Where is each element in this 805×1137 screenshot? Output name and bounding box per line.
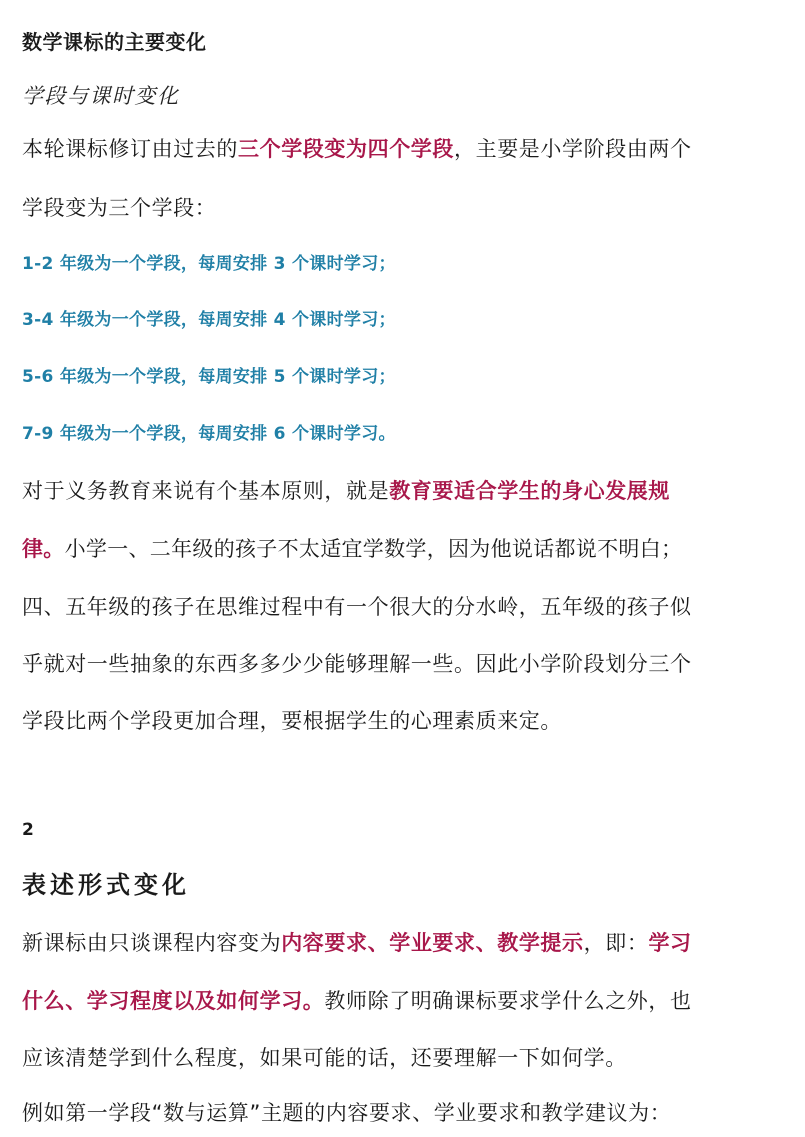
para1-line2: 学段变为三个学段： (22, 196, 217, 220)
highlight-separator: 、 (367, 931, 390, 955)
text: 教师除了明确课标要求学什么之外，也 (324, 989, 692, 1013)
para3-line1 (22, 933, 692, 954)
subheading: 学段与课时变化 (22, 84, 180, 108)
highlight-text: 教学提示 (497, 931, 584, 955)
para2-line1 (22, 481, 670, 502)
highlight-text: 律。 (22, 537, 65, 561)
para4-line1: 例如第一学段“数与运算”主题的内容要求、学业要求和教学建议为： (22, 1101, 672, 1125)
highlight-text: 教育要适合学生的身心发展规 (389, 479, 671, 503)
highlight-text: 什么、学习程度以及如何学习。 (22, 989, 325, 1013)
para2-line2 (22, 539, 682, 560)
para1-line1 (22, 139, 692, 160)
text: 小学一、二年级的孩子不太适宜学数学，因为他说话都说不明白； (64, 537, 683, 561)
section-title: 表述形式变化 (22, 871, 190, 899)
para3-line3: 应该清楚学到什么程度，如果可能的话，还要理解一下如何学。 (22, 1046, 627, 1070)
para2-line3: 四、五年级的孩子在思维过程中有一个很大的分水岭，五年级的孩子似 (22, 595, 692, 619)
para3-line2 (22, 991, 692, 1012)
highlight-text: 学业要求 (389, 931, 476, 955)
grade-item-1: 1-2 年级为一个学段，每周安排 3 个课时学习； (22, 254, 396, 274)
grade-item-3: 5-6 年级为一个学段，每周安排 5 个课时学习； (22, 367, 396, 387)
highlight-text: 三个学段变为四个学段 (238, 137, 454, 161)
text: 本轮课标修订由过去的 (22, 137, 238, 161)
highlight-text: 内容要求 (281, 931, 368, 955)
text: 对于义务教育来说有个基本原则，就是 (22, 479, 390, 503)
section-number: 2 (22, 820, 34, 840)
text: ，即： (583, 931, 649, 955)
highlight-text: 学习 (648, 931, 692, 955)
para2-line4: 乎就对一些抽象的东西多多少少能够理解一些。因此小学阶段划分三个 (22, 652, 692, 676)
highlight-separator: 、 (475, 931, 498, 955)
grade-item-4: 7-9 年级为一个学段，每周安排 6 个课时学习。 (22, 424, 396, 444)
text: 新课标由只谈课程内容变为 (22, 931, 282, 955)
article-heading: 数学课标的主要变化 (22, 30, 207, 54)
grade-item-2: 3-4 年级为一个学段，每周安排 4 个课时学习； (22, 310, 396, 330)
text: ，主要是小学阶段由两个 (454, 137, 692, 161)
para2-line5: 学段比两个学段更加合理，要根据学生的心理素质来定。 (22, 709, 562, 733)
